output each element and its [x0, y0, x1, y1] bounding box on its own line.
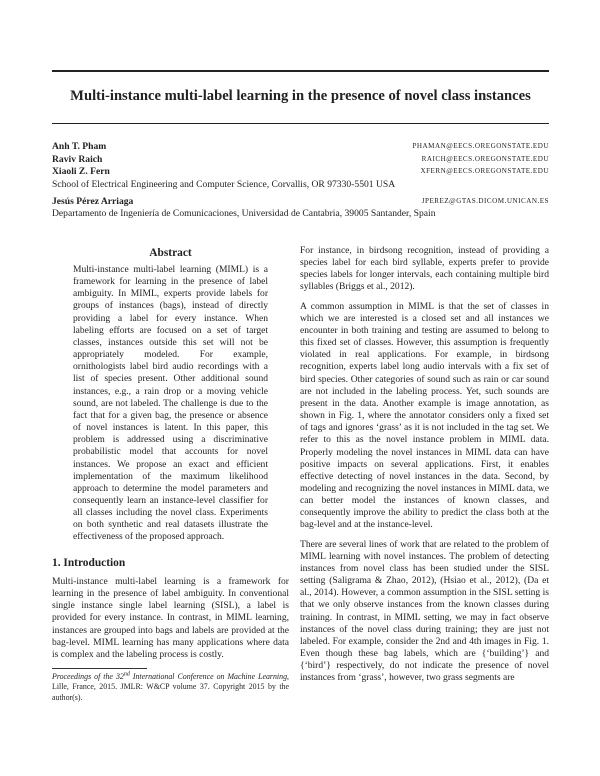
- author-row: [52, 140, 549, 153]
- title-top-rule: [52, 70, 549, 72]
- footnote-venue: International Conference on Machine Learning: [129, 672, 288, 681]
- affiliation: School of Electrical Engineering and Computer Science, Corvallis, OR 97330-5501 USA: [52, 179, 396, 190]
- paragraph: There are several lines of work that are related to the problem of MIML learning with novel instances. The problem of detecting instances from novel class has been studied under the SISL setting (Saligrama & Zhao, 2012), (Hsiao et al., 2012), (Da et al., 2014). However, a common assumption in the SISL setting is that we only observe instances from the known classes during training. In contrast, in MIML setting, we may in fact observe instances of the novel class during training; they are just not labeled. For example, consider the 2nd and 4th images in Fig. 1. Even though these bag labels, which are {‘building’} and {‘bird’} respectively, do not indicate the presence of novel instances from ‘grass’, however, two grass segments are: [300, 538, 549, 684]
- author-email: JPEREZ@GTAS.DICOM.UNICAN.ES: [421, 197, 549, 205]
- footnote: [52, 672, 289, 703]
- paragraph: For instance, in birdsong recognition, instead of providing a species label for each bird syllable, experts prefer to provide species labels for longer intervals, each containing multiple bird syllables (Briggs et al., 2012).: [300, 245, 549, 293]
- author-email: XFERN@EECS.OREGONSTATE.EDU: [420, 167, 549, 175]
- introduction-heading: 1. Introduction: [52, 557, 126, 569]
- author-row: [52, 165, 549, 178]
- paper-title: Multi-instance multi-label learning in the presence of novel class instances: [70, 88, 531, 104]
- abstract-heading: Abstract: [149, 247, 192, 259]
- introduction-text: Multi-instance multi-label learning is a framework for learning in the presence of label ambiguity. In conventional single instance single label learning (SISL), a label is provided for every instance. In contrast, in MIML learning, instances are grouped into bags and labels are provided at the bag-level. MIML learning has many applications where data is complex and the labeling process is costly.: [52, 576, 289, 660]
- paragraph: A common assumption in MIML is that the set of classes in which we are interested is a closed set and all instances we encounter in both training and testing are assumed to belong to this fixed set of classes. However, this assumption is frequently violated in real applications. For example, in birdsong recognition, experts label long audio intervals with a fix set of bird species. Other categories of sound such as rain or car sound are not included in the labeling process. Yet, such sounds are present in the data. Another example is image annotation, as shown in Fig. 1, where the annotator considers only a fixed set of tags and ignores ‘grass’ as it is not included in the tag set. We refer to this as the novel instance problem in MIML data. Properly modeling the novel instances in MIML data can have positive impacts on several applications. First, it enables effective detecting of novel instances in the data. Second, by modeling and recognizing the novel instances in MIML data, we can better model the instances of known classes, and consequently improve the ability to predict the class both at the bag-level and at the instance-level.: [300, 300, 549, 531]
- author-email: PHAMAN@EECS.OREGONSTATE.EDU: [412, 142, 549, 150]
- footnote-rest: , Lille, France, 2015. JMLR: W&CP volume 37. Copyright 2015 by the author(s).: [52, 672, 289, 702]
- affiliation: Departamento de Ingeniería de Comunicaciones, Universidad de Cantabria, 39005 Santander, Spain: [52, 208, 436, 219]
- author-email: RAICH@EECS.OREGONSTATE.EDU: [421, 155, 549, 163]
- title-bottom-rule: [52, 123, 549, 124]
- author-name: Xiaoli Z. Fern: [52, 166, 110, 177]
- author-name: Anh T. Pham: [52, 141, 107, 152]
- abstract-section: [73, 246, 268, 544]
- footnote-superscript: nd: [123, 671, 130, 678]
- author-name: Raviv Raich: [52, 154, 103, 165]
- author-name: Jesús Pérez Arriaga: [52, 196, 134, 207]
- introduction-section: [52, 556, 289, 661]
- right-column: [300, 245, 549, 691]
- footnote-prefix: Proceedings of the 32: [52, 672, 124, 681]
- abstract-text: Multi-instance multi-label learning (MIML) is a framework for learning in the presence of label ambiguity. In MIML, experts provide labels for groups of instances (bags), instead of directly providing a label for every instance. When labeling efforts are focused on a set of target classes, instances outside this set will not be appropriately modeled. For example, ornithologists label bird audio recordings with a list of species present. Other additional sound instances, e.g., a rain drop or a moving vehicle sound, are not labeled. The challenge is due to the fact that for a given bag, the presence or absence of novel instances is latent. In this paper, this problem is addressed using a discriminative probabilistic model that accounts for novel instances. We propose an exact and efficient implementation of the maximum likelihood approach to determine the model parameters and consequently learn an instance-level classifier for all classes including the novel class. Experiments on both synthetic and real datasets illustrate the effectiveness of the proposed approach.: [73, 264, 268, 543]
- footnote-rule: [52, 668, 147, 669]
